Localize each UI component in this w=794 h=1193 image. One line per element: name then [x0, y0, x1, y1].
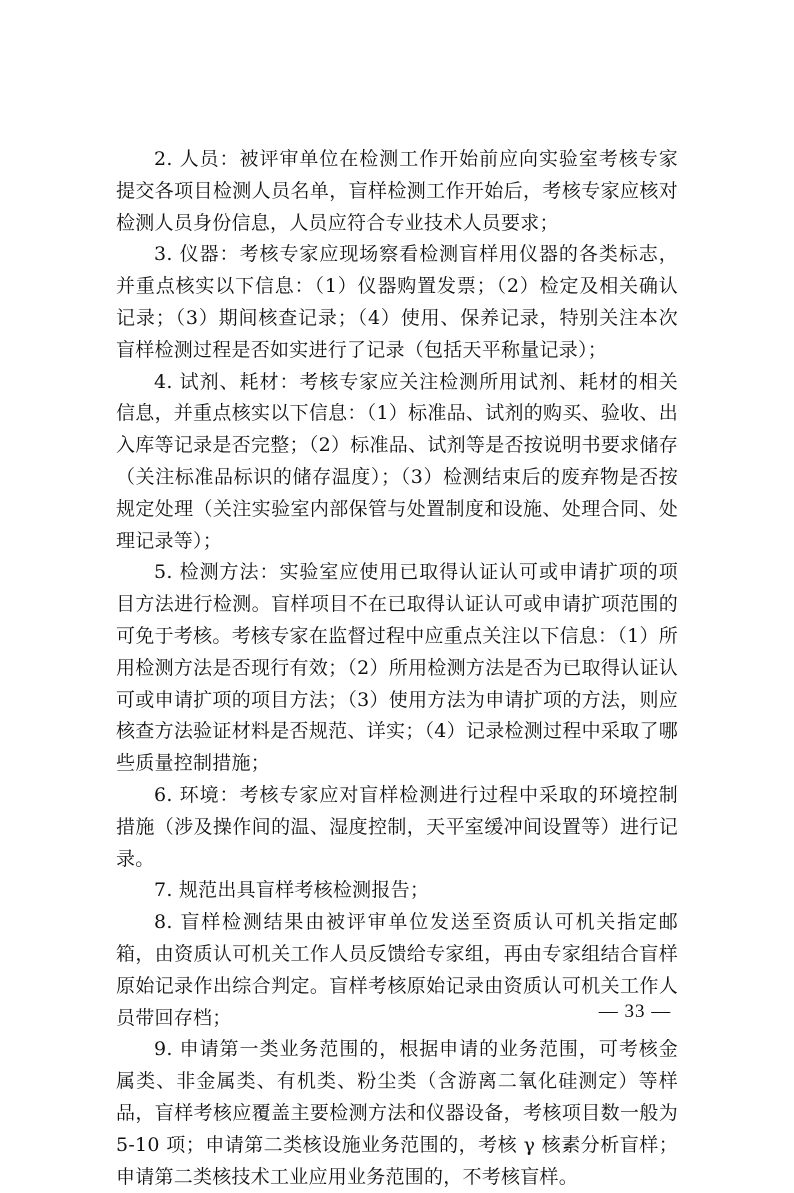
paragraph-test-methods: 5. 检测方法：实验室应使用已取得认证认可或申请扩项的项目方法进行检测。盲样项目不在已取得认证认可或申请扩项范围的可免于考核。考核专家在监督过程中应重点关注以下信息：（1）所用检测方法是否现行有效；（2）所用检测方法是否为已取得认证认可或申请扩项的项目方法；（3）使用方法为申请扩项的方法，则应核查方法验证材料是否规范、详实；（4）记录检测过程中采取了哪些质量控制措施；: [116, 561, 678, 775]
page-number: — 33 —: [598, 1001, 672, 1022]
paragraph-scope: 9. 申请第一类业务范围的，根据申请的业务范围，可考核金属类、非金属类、有机类、粉尘类（含游离二氧化硅测定）等样品，盲样考核应覆盖主要检测方法和仪器设备，考核项目数一般为 5-10 项；申请第二类核设施业务范围的，考核 γ 核素分析盲样；申请第二类核技术工业应用业务范围的，不考核盲样。: [116, 1038, 678, 1188]
paragraph-reagents: 4. 试剂、耗材：考核专家应关注检测所用试剂、耗材的相关信息，并重点核实以下信息：（1）标准品、试剂的购买、验收、出入库等记录是否完整；（2）标准品、试剂等是否按说明书要求储存（关注标准品标识的储存温度）；（3）检测结束后的废弃物是否按规定处理（关注实验室内部保管与处置制度和设施、处理合同、处理记录等）；: [116, 370, 678, 552]
paragraph-report: 7. 规范出具盲样考核检测报告；: [154, 879, 430, 902]
paragraph-personnel: 2. 人员：被评审单位在检测工作开始前应向实验室考核专家提交各项目检测人员名单，盲样检测工作开始后，考核专家应核对检测人员身份信息，人员应符合专业技术人员要求；: [116, 148, 678, 234]
paragraph-results: 8. 盲样检测结果由被评审单位发送至资质认可机关指定邮箱，由资质认可机关工作人员反馈给专家组，再由专家组结合盲样原始记录作出综合判定。盲样考核原始记录由资质认可机关工作人员带回存档；: [116, 911, 678, 1029]
document-body: [116, 144, 678, 1193]
paragraph-environment: 6. 环境：考核专家应对盲样检测进行过程中采取的环境控制措施（涉及操作间的温、湿度控制，天平室缓冲间设置等）进行记录。: [116, 783, 678, 870]
paragraph-instruments: 3. 仪器：考核专家应现场察看检测盲样用仪器的各类标志，并重点核实以下信息：（1）仪器购置发票；（2）检定及相关确认记录；（3）期间核查记录；（4）使用、保养记录，特别关注本次盲样检测过程是否如实进行了记录（包括天平称量记录）；: [116, 243, 678, 361]
